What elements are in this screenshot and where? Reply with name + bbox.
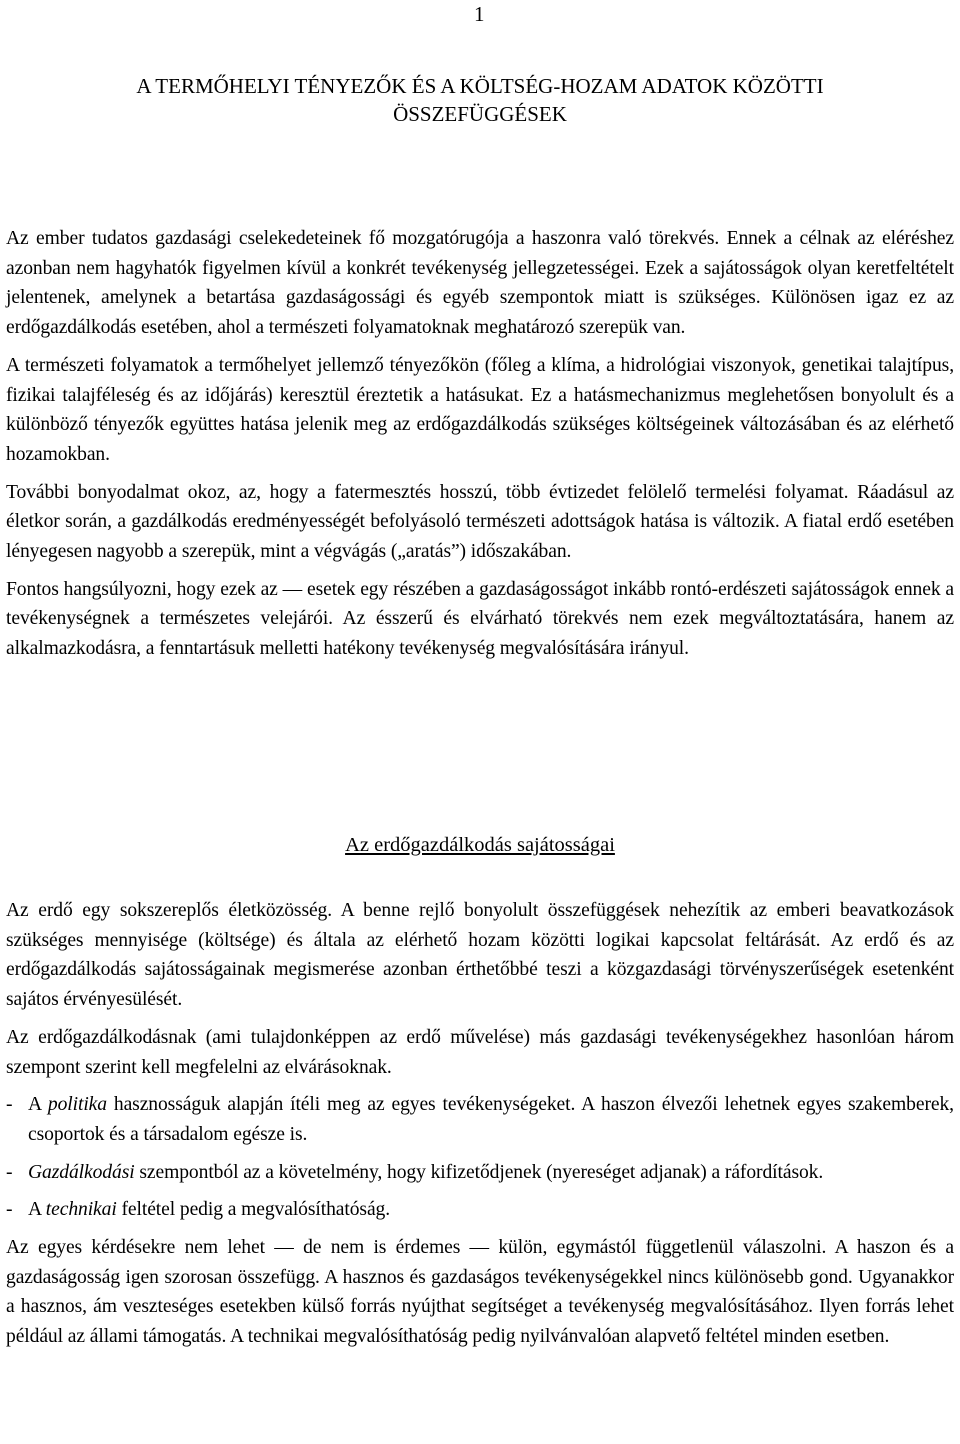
title-line-1: A TERMŐHELYI TÉNYEZŐK ÉS A KÖLTSÉG-HOZAM ADATOK KÖZÖTTI — [136, 74, 824, 98]
paragraph: Fontos hangsúlyozni, hogy ezek az — esetek egy részében a gazdaságosságot inkább rontó-erdészeti sajátosságok ennek a tevékenységnek a természetes velejárói. Az ésszerű és elvárható törekvés nem ezek megváltoztatására, hanem az alkalmazkodásra, a fenntartásuk melletti hatékony tevékenység megvalósítására irányul. — [6, 578, 954, 660]
list-dash: - — [6, 1094, 13, 1116]
paragraph: Az egyes kérdésekre nem lehet — de nem is érdemes — külön, egymástól függetlenül válaszolni. A haszon és a gazdaságosság igen szorosan összefügg. A hasznos és gazdaságos tevékenységekkel nincs különösebb gond. Ugyanakkor a hasznos, ám veszteséges esetekben külső forrás nyújthat segítséget a tevékenység megvalósításához. Ilyen forrás lehet például az állami támogatás. A technikai megvalósíthatóság pedig nyilvánvalóan alapvető feltétel minden esetben. — [6, 1237, 954, 1348]
document-title — [0, 72, 960, 128]
paragraph: Az erdőgazdálkodásnak (ami tulajdonképpen az erdő művelése) más gazdasági tevékenységekhez hasonlóan három szempont szerint kell megfelelni az elvárásoknak. — [6, 1026, 954, 1078]
list-item-emphasis: Gazdálkodási — [28, 1161, 135, 1183]
list-item-text — [28, 1195, 954, 1225]
paragraph: A természeti folyamatok a termőhelyet jellemző tényezőkön (főleg a klíma, a hidrológiai viszonyok, genetikai talajtípus, fizikai talajféleség és az időjárás) keresztül éreztetik a hatásukat. Ez a hatásmechanizmus meglehetősen bonyolult és a különböző tényezők együttes hatása jelenik meg az erdőgazdálkodás szükséges költségeinek változásában és az elérhető hozamokban. — [6, 354, 954, 465]
list-item-text — [28, 1090, 954, 1149]
paragraph: Az erdő egy sokszereplős életközösség. A benne rejlő bonyolult összefüggések nehezítik az emberi beavatkozások szükséges mennyisége (költsége) és általa az elérhető hozam közötti logikai kapcsolat feltárását. Az erdő és az erdőgazdálkodás sajátosságainak megismerése azonban érthetőbbé teszi a közgazdasági törvényszerűségek esetenként sajátos érvényesülését. — [6, 900, 954, 1011]
list-item-prefix: A — [28, 1199, 46, 1221]
title-line-2: ÖSSZEFÜGGÉSEK — [393, 102, 567, 126]
paragraph: További bonyodalmat okoz, az, hogy a fatermesztés hosszú, több évtizedet felölelő termelési folyamat. Ráadásul az életkor során, a gazdálkodás eredményességét befolyásoló természeti adottságok hatása is változik. A fiatal erdő esetében lényegesen nagyobb a szerepük, mint a végvágás („aratás”) időszakában. — [6, 481, 954, 563]
list-item — [6, 1090, 954, 1149]
list-item — [6, 1195, 954, 1225]
page-number: 1 — [474, 2, 485, 26]
main-section — [6, 896, 954, 1352]
list-dash: - — [6, 1161, 13, 1183]
list-item-prefix: A — [28, 1094, 48, 1116]
list-item-emphasis: politika — [47, 1094, 107, 1116]
list-item-text — [28, 1158, 954, 1188]
intro-section — [6, 224, 954, 664]
section-heading: Az erdőgazdálkodás sajátosságai — [345, 834, 615, 856]
list-item — [6, 1158, 954, 1188]
list-item-rest: hasznosságuk alapján ítéli meg az egyes tevékenységeket. A haszon élvezői lehetnek egyes szakemberek, csoportok és a társadalom egésze is. — [28, 1094, 954, 1145]
list-item-emphasis: technikai — [45, 1199, 117, 1221]
list-item-rest: feltétel pedig a megvalósíthatóság. — [116, 1199, 391, 1221]
list-item-rest: szempontból az a követelmény, hogy kifizetődjenek (nyereséget adjanak) a ráfordítások. — [134, 1161, 824, 1183]
list-dash: - — [6, 1199, 13, 1221]
paragraph: Az ember tudatos gazdasági cselekedeteinek fő mozgatórugója a haszonra való törekvés. Ennek a célnak az eléréshez azonban nem hagyhatók figyelmen kívül a konkrét tevékenység jellegzetességei. Ezek a sajátosságok olyan keretfeltételt jelentenek, amelynek a betartása gazdaságossági és egyéb szempontok miatt is szükséges. Különösen igaz ez az erdőgazdálkodás esetében, ahol a természeti folyamatoknak meghatározó szerepük van. — [6, 228, 954, 339]
